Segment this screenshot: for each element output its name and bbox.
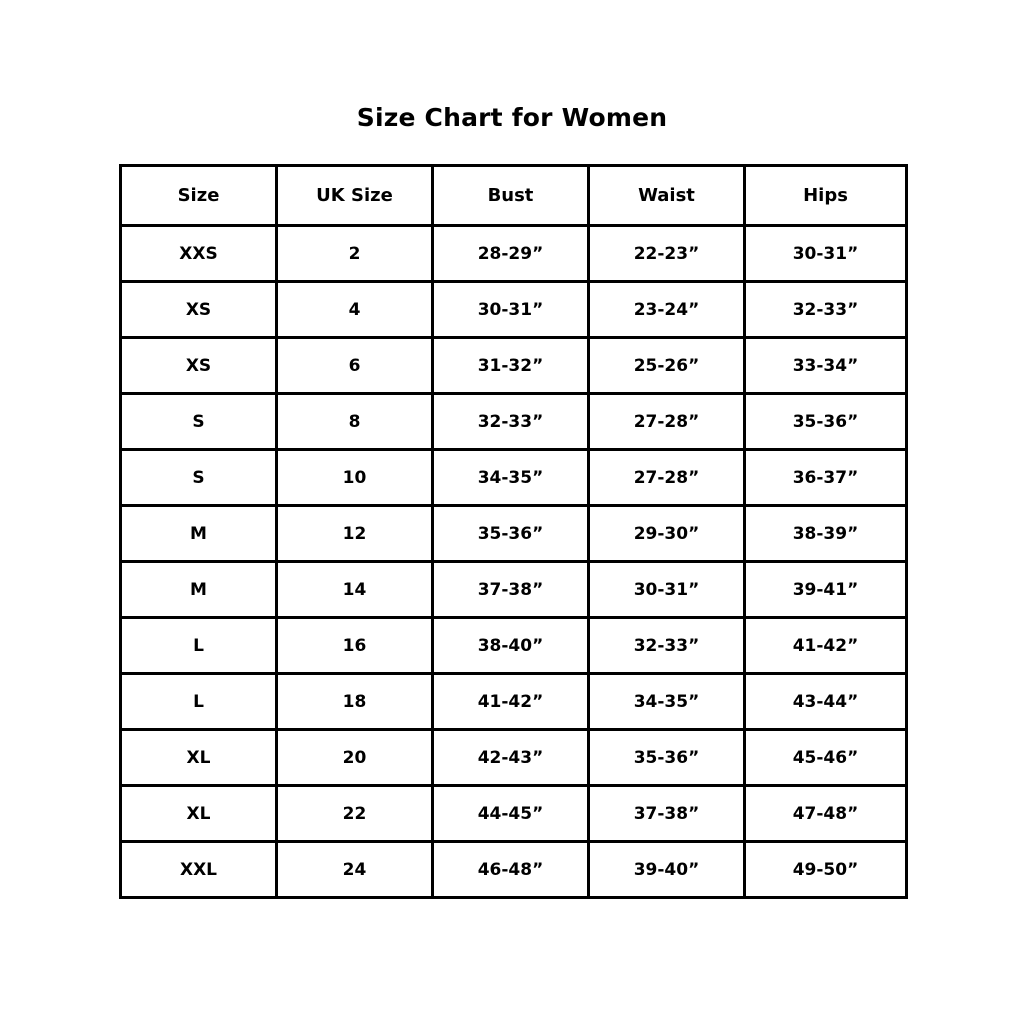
cell-waist: 30-31” xyxy=(589,562,745,618)
cell-bust: 31-32” xyxy=(433,338,589,394)
table-header xyxy=(121,166,907,226)
cell-size: M xyxy=(121,562,277,618)
cell-waist: 25-26” xyxy=(589,338,745,394)
cell-hips: 49-50” xyxy=(745,842,907,898)
cell-waist: 23-24” xyxy=(589,282,745,338)
column-header-uk-size: UK Size xyxy=(277,166,433,226)
cell-size: M xyxy=(121,506,277,562)
table-row xyxy=(121,674,907,730)
cell-uk-size: 6 xyxy=(277,338,433,394)
cell-bust: 41-42” xyxy=(433,674,589,730)
cell-uk-size: 22 xyxy=(277,786,433,842)
cell-waist: 22-23” xyxy=(589,226,745,282)
table-row xyxy=(121,394,907,450)
table-row xyxy=(121,730,907,786)
cell-waist: 32-33” xyxy=(589,618,745,674)
page-title: Size Chart for Women xyxy=(356,103,668,132)
cell-size: XXL xyxy=(121,842,277,898)
cell-size: XXS xyxy=(121,226,277,282)
table-row xyxy=(121,282,907,338)
table-body xyxy=(121,226,907,898)
cell-hips: 30-31” xyxy=(745,226,907,282)
cell-hips: 32-33” xyxy=(745,282,907,338)
column-header-bust: Bust xyxy=(433,166,589,226)
cell-size: L xyxy=(121,674,277,730)
cell-uk-size: 8 xyxy=(277,394,433,450)
cell-waist: 27-28” xyxy=(589,450,745,506)
cell-size: S xyxy=(121,450,277,506)
cell-uk-size: 14 xyxy=(277,562,433,618)
cell-uk-size: 12 xyxy=(277,506,433,562)
cell-bust: 44-45” xyxy=(433,786,589,842)
table-header-row xyxy=(121,166,907,226)
cell-size: L xyxy=(121,618,277,674)
cell-hips: 33-34” xyxy=(745,338,907,394)
cell-uk-size: 16 xyxy=(277,618,433,674)
cell-hips: 41-42” xyxy=(745,618,907,674)
table-row xyxy=(121,226,907,282)
cell-size: XL xyxy=(121,730,277,786)
cell-bust: 46-48” xyxy=(433,842,589,898)
cell-size: XL xyxy=(121,786,277,842)
cell-uk-size: 10 xyxy=(277,450,433,506)
cell-bust: 35-36” xyxy=(433,506,589,562)
cell-bust: 42-43” xyxy=(433,730,589,786)
table-row xyxy=(121,786,907,842)
cell-bust: 28-29” xyxy=(433,226,589,282)
cell-size: XS xyxy=(121,282,277,338)
table-row xyxy=(121,338,907,394)
cell-waist: 29-30” xyxy=(589,506,745,562)
cell-waist: 37-38” xyxy=(589,786,745,842)
cell-hips: 43-44” xyxy=(745,674,907,730)
cell-waist: 35-36” xyxy=(589,730,745,786)
cell-size: S xyxy=(121,394,277,450)
cell-hips: 47-48” xyxy=(745,786,907,842)
cell-uk-size: 2 xyxy=(277,226,433,282)
table-row xyxy=(121,842,907,898)
table-row xyxy=(121,618,907,674)
size-chart-table xyxy=(119,164,908,899)
column-header-waist: Waist xyxy=(589,166,745,226)
table-row xyxy=(121,562,907,618)
column-header-hips: Hips xyxy=(745,166,907,226)
cell-uk-size: 18 xyxy=(277,674,433,730)
cell-waist: 34-35” xyxy=(589,674,745,730)
cell-hips: 45-46” xyxy=(745,730,907,786)
cell-bust: 38-40” xyxy=(433,618,589,674)
column-header-size: Size xyxy=(121,166,277,226)
cell-waist: 39-40” xyxy=(589,842,745,898)
size-chart-table-container xyxy=(119,164,905,899)
cell-uk-size: 24 xyxy=(277,842,433,898)
cell-hips: 35-36” xyxy=(745,394,907,450)
cell-bust: 34-35” xyxy=(433,450,589,506)
cell-uk-size: 4 xyxy=(277,282,433,338)
table-row xyxy=(121,450,907,506)
cell-waist: 27-28” xyxy=(589,394,745,450)
table-row xyxy=(121,506,907,562)
cell-size: XS xyxy=(121,338,277,394)
cell-hips: 39-41” xyxy=(745,562,907,618)
cell-hips: 38-39” xyxy=(745,506,907,562)
cell-bust: 37-38” xyxy=(433,562,589,618)
cell-hips: 36-37” xyxy=(745,450,907,506)
cell-bust: 32-33” xyxy=(433,394,589,450)
cell-uk-size: 20 xyxy=(277,730,433,786)
cell-bust: 30-31” xyxy=(433,282,589,338)
